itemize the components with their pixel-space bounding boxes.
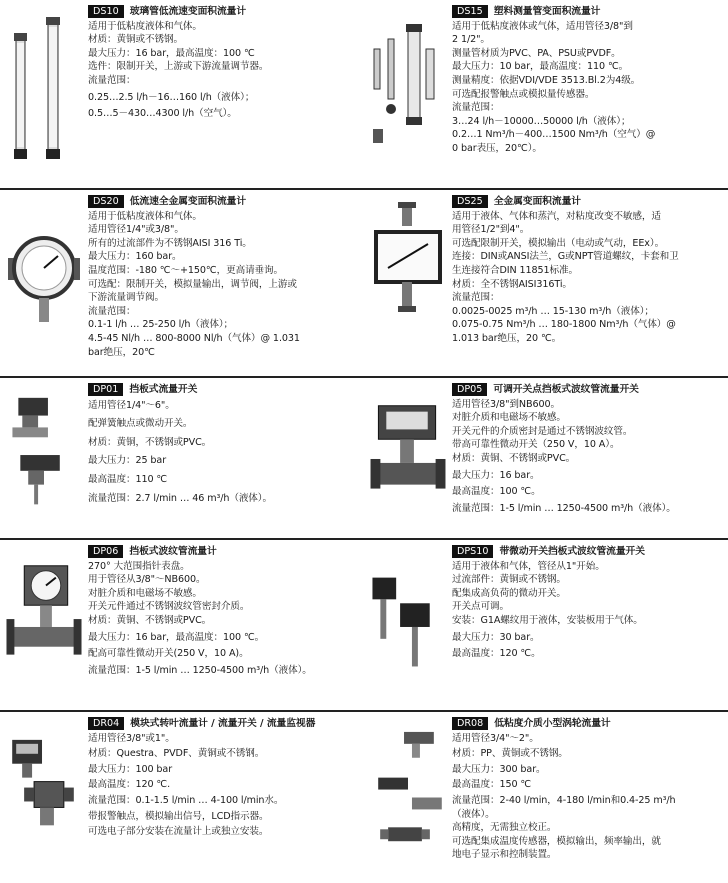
product-code: DS20 bbox=[88, 195, 124, 208]
product-dp06 bbox=[0, 540, 364, 710]
spec-line: 用于管径从3/8"～NB600。 bbox=[88, 574, 206, 586]
spec-line: 最高温度：120 ℃。 bbox=[452, 648, 541, 660]
product-dr04 bbox=[0, 712, 364, 883]
product-title: 模块式转叶流量计 / 流量开关 / 流量监视器 bbox=[130, 718, 316, 729]
product-code: DS15 bbox=[452, 5, 488, 18]
spec-line: 最大压力：16 bar，最高温度：100 ℃ bbox=[88, 47, 255, 59]
spec-line: bar绝压，20℃ bbox=[88, 346, 155, 358]
spec-line: 最大压力：10 bar，最高温度：110 ℃。 bbox=[452, 61, 629, 73]
spec-line: 流量范围：1-5 l/min … 1250-4500 m³/h（液体）。 bbox=[452, 502, 676, 514]
spec-line: 带高可靠性微动开关（250 V，10 A）。 bbox=[452, 439, 620, 451]
product-code: DR08 bbox=[452, 717, 488, 730]
spec-line: 4.5-45 Nl/h … 800-8000 Nl/h（气体）@ 1.031 bbox=[88, 332, 300, 344]
spec-line: 适用管径3/8"或1"。 bbox=[88, 732, 175, 744]
spec-line: 0.2…1 Nm³/h－400…1500 Nm³/h（空气）@ bbox=[452, 129, 656, 141]
spec-line: 适用管径3/8"到NB600。 bbox=[452, 398, 560, 410]
spec-line: 对脏介质和电磁场不敏感。 bbox=[452, 412, 566, 424]
product-code: DS25 bbox=[452, 195, 488, 208]
spec-line: 流量范围： bbox=[452, 102, 500, 114]
metal-flowmeter-indicator-photo bbox=[368, 198, 448, 368]
spec-line: 适用于低粘度液体和气体。 bbox=[88, 20, 202, 32]
product-title: 全金属变面积流量计 bbox=[493, 196, 581, 207]
spec-line: 生连接符合DIN 11851标准。 bbox=[452, 264, 579, 276]
product-title: 可调开关点挡板式波纹管流量开关 bbox=[493, 384, 639, 395]
spec-line: 材质：黄铜、不锈钢或PVC。 bbox=[452, 452, 576, 464]
spec-line: 最大压力：160 bar。 bbox=[88, 251, 182, 263]
spec-line: 选件：限制开关，上游或下游流量调节器。 bbox=[88, 61, 269, 73]
spec-line: 适用管径1/4"～6"。 bbox=[88, 399, 175, 411]
spec-line: 开关元件的介质密封是通过不锈钢波纹管。 bbox=[452, 425, 633, 437]
product-dp01 bbox=[0, 378, 364, 538]
spec-line: 流量范围：1-5 l/min … 1250-4500 m³/h（液体）。 bbox=[88, 664, 312, 676]
product-code: DP05 bbox=[452, 383, 487, 396]
spec-line: 可选配限制开关，模拟输出（电动或气动，EEx）。 bbox=[452, 237, 665, 249]
spec-line: 流量范围： bbox=[88, 305, 136, 317]
spec-line: 高精度，无需独立校正。 bbox=[452, 822, 557, 834]
spec-line: 材质：黄铜，不锈钢或PVC。 bbox=[88, 436, 212, 448]
spec-line: 最高温度：100 ℃。 bbox=[452, 486, 541, 498]
spec-line: 适用于液体、气体和蒸汽，对粘度改变不敏感，适 bbox=[452, 210, 661, 222]
spec-line: 材质：黄铜或不锈钢。 bbox=[88, 34, 183, 46]
spec-line: 适用管径1/4"或3/8"。 bbox=[88, 224, 184, 236]
product-code: DR04 bbox=[88, 717, 124, 730]
spec-line: 对脏介质和电磁场不敏感。 bbox=[88, 587, 202, 599]
product-title: 挡板式波纹管流量计 bbox=[129, 546, 217, 557]
product-dp05 bbox=[364, 378, 728, 538]
spec-line: 0 bar表压，20℃）。 bbox=[452, 142, 542, 154]
spec-line: 可选配集成温度传感器，模拟输出，频率输出，就 bbox=[452, 835, 661, 847]
spec-line: 适用于低粘度液体或气体，适用管径3/8"到 bbox=[452, 20, 633, 32]
product-code: DP06 bbox=[88, 545, 123, 558]
product-row-3 bbox=[0, 376, 728, 538]
spec-line: 测量精度：依据VDI/VDE 3513.Bl.2为4级。 bbox=[452, 74, 641, 86]
product-code: DP01 bbox=[88, 383, 123, 396]
spec-line: 地电子显示和控制装置。 bbox=[452, 849, 557, 861]
spec-line: 可选配报警触点或模拟量传感器。 bbox=[452, 88, 595, 100]
spec-line: 测量管材质为PVC、PA、PSU或PVDF。 bbox=[452, 47, 621, 59]
plastic-tube-flowmeter-photo bbox=[368, 8, 448, 180]
spec-line: 0.075-0.75 Nm³/h … 180-1800 Nm³/h（气体）@ bbox=[452, 319, 676, 331]
spec-line: 材质：黄铜、不锈钢或PVC。 bbox=[88, 614, 212, 626]
spec-line: 适用于低粘度液体和气体。 bbox=[88, 210, 202, 222]
spec-line: 配弹簧触点或微动开关。 bbox=[88, 418, 193, 430]
spec-line: 最大压力：100 bar bbox=[88, 763, 173, 775]
spec-line: 可选配：限制开关，模拟量输出，调节阀，上游或 bbox=[88, 278, 297, 290]
spec-line: 1.013 bar绝压，20 ℃。 bbox=[452, 332, 562, 344]
product-title: 低流速全金属变面积流量计 bbox=[129, 196, 247, 207]
spec-line: 0.0025-0025 m³/h … 15-130 m³/h（液体）； bbox=[452, 305, 654, 317]
product-ds20 bbox=[0, 190, 364, 376]
spec-line: 0.1-1 l/h … 25-250 l/h（液体）； bbox=[88, 319, 234, 331]
product-title: 带微动开关挡板式波纹管流量开关 bbox=[499, 546, 645, 557]
spec-line: 3…24 l/h－10000…50000 l/h（液体）； bbox=[452, 115, 631, 127]
spec-line: 流量范围： bbox=[88, 74, 136, 86]
spec-line: 配集成高负荷的微动开关。 bbox=[452, 587, 566, 599]
product-code: DS10 bbox=[88, 5, 124, 18]
spec-line: 最大压力：25 bar bbox=[88, 455, 167, 467]
spec-line: 适用管径3/4"～2"。 bbox=[452, 732, 539, 744]
product-title: 塑料测量管变面积流量计 bbox=[493, 6, 601, 17]
bellows-flow-switch-photo bbox=[368, 386, 448, 530]
product-title: 玻璃管低流速变面积流量计 bbox=[129, 6, 247, 17]
spec-line: 可选电子部分安装在流量计上或独立安装。 bbox=[88, 826, 269, 838]
spec-line: 材质：PP、黄铜或不锈钢。 bbox=[452, 748, 568, 760]
spec-line: 配高可靠性微动开关(250 V，10 A)。 bbox=[88, 648, 249, 660]
spec-line: 连接：DIN或ANSI法兰，G或NPT管道螺纹，卡套和卫 bbox=[452, 251, 679, 263]
product-ds15 bbox=[364, 0, 728, 188]
spec-line: 过流部件：黄铜或不锈钢。 bbox=[452, 574, 566, 586]
metal-dial-flowmeter-photo bbox=[4, 198, 84, 368]
spec-line: 0.5…5－430…4300 l/h（空气）。 bbox=[88, 108, 237, 120]
spec-line: 最大压力：16 bar，最高温度：100 ℃。 bbox=[88, 631, 265, 643]
spec-line: 适用于液体和气体，管径从1"开始。 bbox=[452, 560, 605, 572]
product-title: 低粘度介质小型涡轮流量计 bbox=[494, 718, 611, 729]
product-row-2 bbox=[0, 188, 728, 376]
spec-line: 开关元件通过不锈钢波纹管密封介质。 bbox=[88, 601, 250, 613]
product-row-5 bbox=[0, 710, 728, 883]
product-ds10 bbox=[0, 0, 364, 188]
spec-line: 最高温度：120 ℃. bbox=[88, 779, 171, 791]
spec-line: 流量范围：0.1-1.5 l/min … 4-100 l/min水。 bbox=[88, 794, 284, 806]
spec-line: 2 1/2"。 bbox=[452, 34, 490, 46]
spec-line: 最高温度：150 ℃ bbox=[452, 779, 532, 791]
product-row-1 bbox=[0, 0, 728, 188]
product-dr08 bbox=[364, 712, 728, 883]
spec-line: 0.25…2.5 l/h－16…160 l/h（液体）； bbox=[88, 91, 255, 103]
spec-line: 流量范围：2-40 l/min，4-180 l/min和0.4-25 m³/h bbox=[452, 794, 676, 806]
spec-line: 最高温度：110 ℃ bbox=[88, 473, 168, 485]
spec-line: 开关点可调。 bbox=[452, 601, 509, 613]
bellows-flowmeter-dial-photo bbox=[4, 548, 84, 702]
spec-line: 材质：Questra、PVDF、黄铜或不锈钢。 bbox=[88, 748, 265, 760]
product-row-4 bbox=[0, 538, 728, 710]
spec-line: 下游流量调节阀。 bbox=[88, 292, 164, 304]
spec-line: 所有的过流部件为不锈钢AISI 316 Ti。 bbox=[88, 237, 252, 249]
turbine-flowmeter-photo bbox=[368, 720, 448, 875]
spec-line: 最大压力：16 bar。 bbox=[452, 469, 540, 481]
product-ds25 bbox=[364, 190, 728, 376]
spec-line: 270° 大范围指针表盘。 bbox=[88, 560, 190, 572]
product-code: DPS10 bbox=[452, 545, 493, 558]
spec-line: 流量范围：2.7 l/min … 46 m³/h（液体）。 bbox=[88, 492, 272, 504]
product-title: 挡板式流量开关 bbox=[129, 384, 198, 395]
spec-line: 安装：G1A螺纹用于液体，安装板用于气体。 bbox=[452, 614, 643, 626]
glass-tube-flowmeter-photo bbox=[4, 8, 84, 180]
product-dps10 bbox=[364, 540, 728, 710]
microswitch-flow-switch-photo bbox=[368, 548, 448, 702]
spec-line: 流量范围： bbox=[452, 292, 500, 304]
spec-line: 带报警触点，模拟输出信号，LCD指示器。 bbox=[88, 810, 269, 822]
spec-line: 用管径1/2"到4"。 bbox=[452, 224, 530, 236]
paddle-flow-switch-photo bbox=[4, 386, 84, 530]
spec-line: （液体）。 bbox=[452, 808, 495, 820]
spec-line: 最大压力：30 bar。 bbox=[452, 631, 540, 643]
spec-line: 温度范围：-180 ℃～+150℃，更高请垂询。 bbox=[88, 264, 284, 276]
rotary-vane-flowmeter-photo bbox=[4, 720, 84, 875]
spec-line: 最大压力：300 bar。 bbox=[452, 763, 546, 775]
spec-line: 材质：全不锈钢AISI316Ti。 bbox=[452, 278, 572, 290]
